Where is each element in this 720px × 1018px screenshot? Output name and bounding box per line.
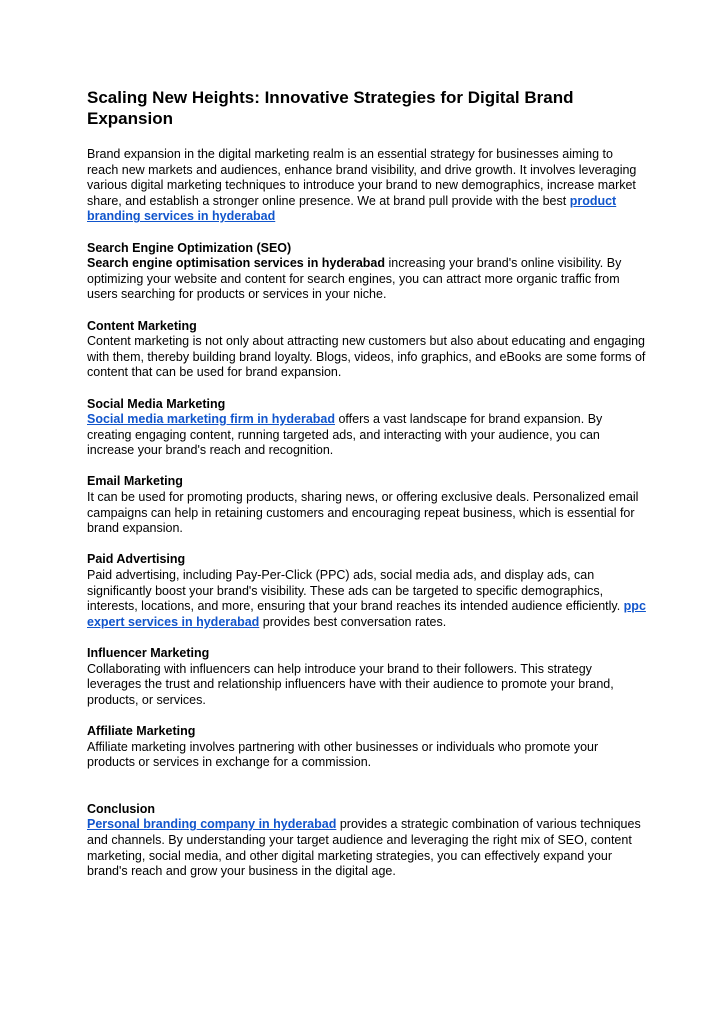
seo-heading: Search Engine Optimization (SEO) [87, 240, 292, 255]
conclusion-section [87, 802, 647, 880]
influencer-marketing-paragraph: Collaborating with influencers can help introduce your brand to their followers. This strategy leverages the trust and relationship influencers have with their audience to promote your brand, products, or services. [87, 661, 614, 707]
paid-advertising-section [87, 552, 647, 630]
content-marketing-section [87, 319, 647, 381]
ppc-services-link[interactable]: ppc expert services in hyderabad [87, 599, 646, 629]
paid-advertising-paragraph [87, 568, 647, 630]
seo-text: increasing your brand's online visibility. By optimizing your website and content for search engines, you can attract more organic traffic from users searching for products or services in your niche. [87, 256, 622, 302]
conclusion-paragraph [87, 817, 647, 879]
conclusion-heading: Conclusion [87, 801, 156, 816]
intro-text: Brand expansion in the digital marketing realm is an essential strategy for businesses aiming to reach new markets and audiences, enhance brand visibility, and drive growth. It involves leveraging various digital marketing techniques to introduce your brand to new demographics, increase market share, and establish a stronger online presence. We at brand pull provide with the best [87, 147, 637, 208]
content-marketing-paragraph: Content marketing is not only about attracting new customers but also about educating and engaging with them, thereby building brand loyalty. Blogs, videos, info graphics, and eBooks are some forms of content that can be used for brand expansion. [87, 334, 646, 380]
influencer-marketing-heading: Influencer Marketing [87, 646, 210, 660]
conclusion-text: provides a strategic combination of various techniques and channels. By understanding your target audience and leveraging the right mix of SEO, content marketing, social media, and other digital marketing strategies, you can effectively expand your brand's reach and grow your business in the digital age. [87, 817, 641, 879]
influencer-marketing-section [87, 646, 647, 708]
social-media-heading: Social Media Marketing [87, 396, 226, 411]
document-page [87, 87, 647, 880]
social-media-paragraph [87, 412, 647, 459]
social-media-link[interactable]: Social media marketing firm in hyderabad [87, 412, 335, 427]
seo-lead-bold: Search engine optimisation services in hyderabad [87, 256, 386, 271]
social-media-section [87, 397, 647, 459]
affiliate-marketing-heading: Affiliate Marketing [87, 723, 196, 738]
personal-branding-link[interactable]: Personal branding company in hyderabad [87, 817, 337, 832]
content-marketing-heading: Content Marketing [87, 318, 197, 333]
paid-advertising-heading: Paid Advertising [87, 552, 186, 567]
email-marketing-paragraph: It can be used for promoting products, sharing news, or offering exclusive deals. Personalized email campaigns can help in retaining customers and encouraging repeat business, which is essential for brand expansion. [87, 490, 639, 536]
product-branding-link[interactable]: product branding services in hyderabad [87, 193, 617, 224]
email-marketing-heading: Email Marketing [87, 474, 183, 489]
paid-advertising-text-after: provides best conversation rates. [259, 614, 447, 629]
seo-paragraph [87, 256, 647, 303]
affiliate-marketing-section [87, 724, 647, 771]
intro-paragraph [87, 147, 647, 225]
social-media-text: offers a vast landscape for brand expansion. By creating engaging content, running targeted ads, and interacting with your audience, you can increase your brand's reach and recognition. [87, 412, 603, 458]
email-marketing-section [87, 474, 647, 536]
document-title: Scaling New Heights: Innovative Strategies for Digital Brand Expansion [87, 88, 574, 128]
affiliate-marketing-paragraph: Affiliate marketing involves partnering with other businesses or individuals who promote your products or services in exchange for a commission. [87, 739, 599, 770]
seo-section [87, 241, 647, 303]
paid-advertising-text: Paid advertising, including Pay-Per-Click (PPC) ads, social media ads, and display ads, can significantly boost your brand's visibility. These ads can be targeted to specific demographics, interests, locations, and more, ensuring that your brand reaches its intended audience efficiently. [87, 568, 624, 614]
